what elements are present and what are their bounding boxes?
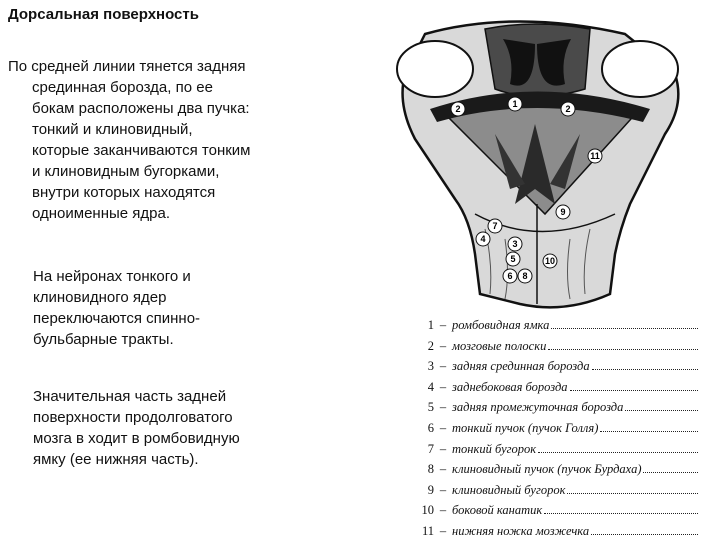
label-3 bbox=[508, 237, 522, 251]
legend-dash: – bbox=[439, 338, 447, 353]
leader-dots bbox=[548, 339, 698, 350]
leader-dots bbox=[592, 359, 698, 370]
text-line: тонкий и клиновидный, bbox=[32, 121, 193, 138]
legend-text: клиновидный пучок (пучок Бурдаха) bbox=[452, 462, 642, 477]
text-line: которые заканчиваются тонким bbox=[32, 142, 251, 159]
slide-title: Дорсальная поверхность bbox=[8, 6, 199, 23]
legend-item bbox=[408, 318, 698, 339]
left-eminence bbox=[397, 41, 473, 97]
leader-dots bbox=[544, 503, 698, 514]
legend-text: тонкий пучок (пучок Голля) bbox=[452, 420, 599, 435]
medulla-dorsal-illustration bbox=[385, 14, 705, 314]
svg-text:5: 5 bbox=[510, 254, 516, 264]
legend-item bbox=[408, 400, 698, 421]
legend-item bbox=[408, 483, 698, 504]
leader-dots bbox=[625, 400, 698, 411]
legend-number: 8 bbox=[427, 462, 434, 477]
svg-text:3: 3 bbox=[512, 239, 518, 249]
text-line: и клиновидным бугорками, bbox=[32, 163, 220, 180]
text-line: клиновидного ядер bbox=[33, 289, 167, 306]
legend-dash: – bbox=[439, 400, 447, 415]
leader-dots bbox=[551, 318, 698, 329]
legend-text: нижняя ножка мозжечка bbox=[452, 523, 590, 538]
label-4 bbox=[476, 232, 490, 246]
legend-text: клиновидный бугорок bbox=[452, 482, 566, 497]
label-2b bbox=[561, 102, 575, 116]
legend-number: 10 bbox=[421, 503, 434, 518]
legend-item bbox=[408, 503, 698, 524]
legend-text: задняя промежуточная борозда bbox=[452, 400, 624, 415]
legend-number: 3 bbox=[427, 359, 434, 374]
label-6 bbox=[503, 269, 517, 283]
leader-dots bbox=[600, 421, 698, 432]
legend-dash: – bbox=[439, 379, 447, 394]
legend-dash: – bbox=[439, 503, 447, 518]
legend-number: 5 bbox=[427, 400, 434, 415]
upper-dark-region bbox=[485, 24, 590, 97]
text-line: На нейронах тонкого и bbox=[33, 268, 191, 285]
legend-item bbox=[408, 462, 698, 483]
text-line: По средней линии тянется задняя bbox=[8, 58, 246, 75]
label-10 bbox=[543, 254, 557, 268]
legend-text: боковой канатик bbox=[452, 503, 543, 518]
svg-text:10: 10 bbox=[544, 256, 556, 266]
legend-item bbox=[408, 442, 698, 463]
legend-text: задняя срединная борозда bbox=[452, 359, 590, 374]
label-2 bbox=[451, 102, 465, 116]
legend-text: заднебоковая борозда bbox=[452, 379, 568, 394]
text-line: Значительная часть задней bbox=[33, 388, 227, 405]
text-line: внутри которых находятся bbox=[32, 184, 216, 201]
legend-text: мозговые полоски bbox=[452, 338, 547, 353]
text-line: поверхности продолговатого bbox=[33, 409, 233, 426]
paragraph-fasciculi bbox=[8, 56, 328, 224]
legend-text: тонкий бугорок bbox=[452, 441, 537, 456]
text-line: бокам расположены два пучка: bbox=[32, 100, 250, 117]
svg-text:9: 9 bbox=[560, 207, 566, 217]
svg-text:7: 7 bbox=[492, 221, 498, 231]
svg-text:2: 2 bbox=[455, 104, 461, 114]
label-5 bbox=[506, 252, 520, 266]
leader-dots bbox=[570, 380, 698, 391]
paragraph-nuclei bbox=[33, 266, 323, 350]
legend-dash: – bbox=[439, 420, 447, 435]
label-9 bbox=[556, 205, 570, 219]
legend-dash: – bbox=[439, 318, 447, 332]
text-line: бульбарные тракты. bbox=[33, 331, 174, 348]
label-1 bbox=[508, 97, 522, 111]
svg-text:11: 11 bbox=[590, 151, 600, 161]
legend-item bbox=[408, 359, 698, 380]
leader-dots bbox=[643, 462, 698, 473]
legend-dash: – bbox=[439, 441, 447, 456]
legend-dash: – bbox=[439, 523, 447, 538]
legend-dash: – bbox=[439, 359, 447, 374]
legend-item bbox=[408, 421, 698, 442]
legend-item bbox=[408, 524, 698, 545]
legend-item bbox=[408, 380, 698, 401]
leader-dots bbox=[591, 524, 698, 535]
legend-dash: – bbox=[439, 462, 447, 477]
text-line: одноименные ядра. bbox=[32, 205, 171, 222]
svg-text:1: 1 bbox=[512, 99, 518, 109]
svg-text:2: 2 bbox=[565, 104, 571, 114]
legend-item bbox=[408, 339, 698, 360]
label-8 bbox=[518, 269, 532, 283]
svg-text:6: 6 bbox=[507, 271, 513, 281]
right-eminence bbox=[602, 41, 678, 97]
paragraph-rhomboid-fossa bbox=[33, 386, 333, 470]
legend-number: 11 bbox=[421, 523, 434, 538]
label-11 bbox=[588, 149, 602, 163]
legend-number: 4 bbox=[427, 379, 434, 394]
legend-text: ромбовидная ямка bbox=[452, 318, 550, 332]
text-line: мозга в ходит в ромбовидную bbox=[33, 430, 240, 447]
legend-number: 2 bbox=[427, 338, 434, 353]
text-line: ямку (ее нижняя часть). bbox=[33, 451, 199, 468]
text-line: переключаются спинно- bbox=[33, 310, 201, 327]
legend-dash: – bbox=[439, 482, 447, 497]
legend-number: 9 bbox=[427, 482, 434, 497]
leader-dots bbox=[567, 483, 698, 494]
legend-number: 6 bbox=[427, 420, 434, 435]
legend-number: 7 bbox=[427, 441, 434, 456]
svg-text:4: 4 bbox=[480, 234, 486, 244]
figure-legend bbox=[408, 318, 698, 545]
text-line: срединная борозда, по ее bbox=[32, 79, 213, 96]
leader-dots bbox=[538, 442, 698, 453]
svg-text:8: 8 bbox=[522, 271, 528, 281]
legend-number: 1 bbox=[427, 318, 434, 332]
brainstem-drawing bbox=[385, 14, 705, 314]
label-7 bbox=[488, 219, 502, 233]
